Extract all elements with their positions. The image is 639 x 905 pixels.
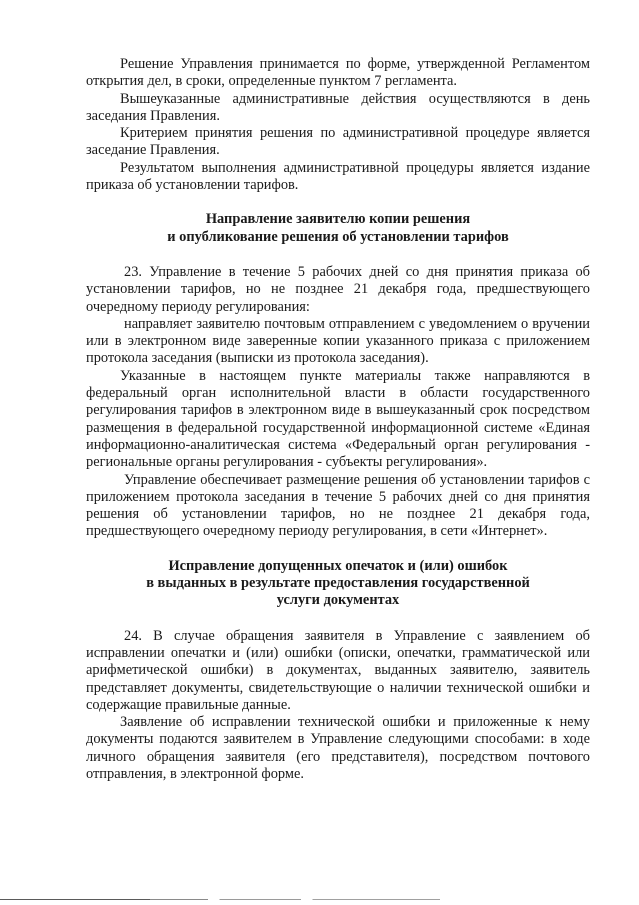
- section-heading-error-correction: [86, 558, 590, 610]
- paragraph-submission-methods: Заявление об исправлении технической ошибки и приложенные к нему документы подаются заявителем в Управление следующими способами: в ходе личного обращения заявителя (его представителя), посредством почтового отправления, в электронной форме.: [86, 714, 590, 782]
- paragraph-procedure-result: Результатом выполнения административной процедуры является издание приказа об установлении тарифов.: [86, 159, 590, 194]
- section-heading-sending-copies: [86, 211, 590, 246]
- spacer: [86, 194, 590, 211]
- footer-rule: [0, 893, 639, 905]
- paragraph-decision-criterion: Критерием принятия решения по административной процедуре является заседание Правления.: [86, 125, 590, 159]
- paragraph-item-23: 23. Управление в течение 5 рабочих дней со дня принятия приказа об установлении тарифов, но не позднее 21 декабря года, предшествующего очередному периоду регулирования:: [86, 263, 590, 315]
- heading-line: Направление заявителю копии решения: [205, 211, 471, 228]
- heading-line: услуги документах: [276, 592, 400, 609]
- paragraph-federal-body: Указанные в настоящем пункте материалы также направляются в федеральный орган исполнительной власти в области государственного регулирования тарифов в электронном виде в вышеуказанный срок посредством размещения в федеральной государственной информационной системе «Единая информационно-аналитическая система «Федеральный орган регулирования - региональные органы регулирования - субъекты регулирования».: [86, 367, 590, 471]
- footer-line: [150, 899, 440, 900]
- heading-line: Исправление допущенных опечаток и (или) ошибок: [168, 557, 508, 574]
- spacer: [86, 541, 590, 558]
- paragraph-board-meeting-day: Вышеуказанные административные действия осуществляются в день заседания Правления.: [86, 90, 590, 124]
- spacer: [86, 246, 590, 264]
- paragraph-item-24: 24. В случае обращения заявителя в Управление с заявлением об исправлении опечатки и (или) ошибки (описки, опечатки, грамматической или арифметической ошибки) в документах, выданных заявителю, заявитель представляет документы, свидетельствующие о наличии технической ошибки и содержащие правильные данные.: [86, 627, 590, 713]
- footer-line: [0, 899, 150, 900]
- paragraph-internet-publication: Управление обеспечивает размещение решения об установлении тарифов с приложением протокола заседания в течение 5 рабочих дней со дня принятия решения об установлении тарифов, но не позднее 21 декабря года, предшествующего очередному периоду регулирования, в сети «Интернет».: [86, 471, 590, 540]
- heading-line: в выданных в результате предоставления государственной: [146, 575, 530, 592]
- spacer: [86, 610, 590, 628]
- paragraph-decision-form: Решение Управления принимается по форме, утвержденной Регламентом открытия дел, в сроки, определенные пунктом 7 регламента.: [86, 56, 590, 90]
- paragraph-sends-applicant: направляет заявителю почтовым отправлением с уведомлением о вручении или в электронном виде заверенные копии указанного приказа с приложением протокола заседания (выписки из протокола заседания).: [86, 315, 590, 367]
- document-page: [86, 56, 590, 783]
- heading-line: и опубликование решения об установлении тарифов: [167, 228, 509, 245]
